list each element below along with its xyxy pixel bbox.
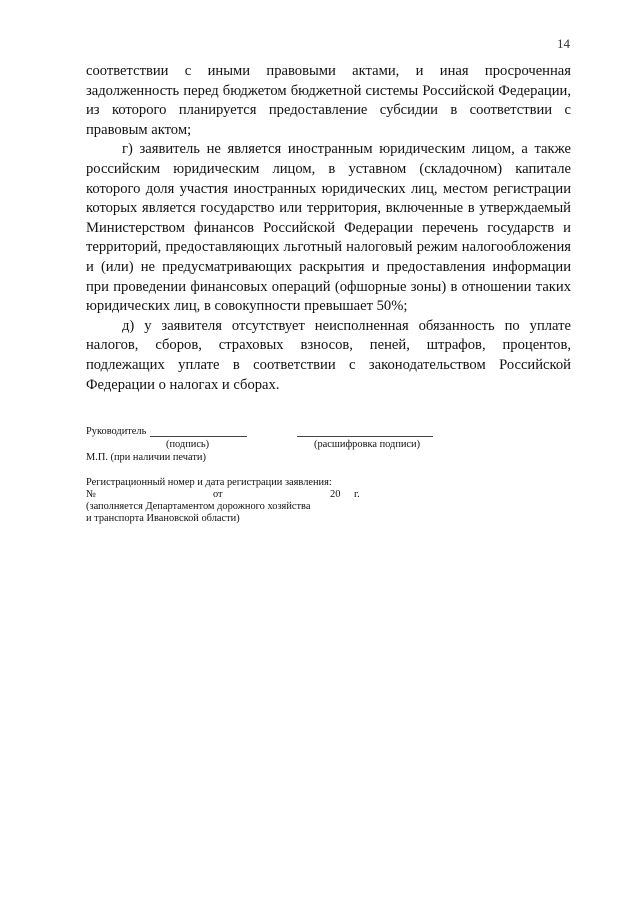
paragraph-g: г) заявитель не является иностранным юридическим лицом, а также российским юридическим лицом, в уставном (складочном) капитале которого доля участия иностранных юридических лиц, местом регистрации которых является государство или территория, включенные в утверждаемый Министерством финансов Российской Федерации перечень государств и территорий, предоставляющих льготный налоговый режим налогообложения и (или) не предусматривающих раскрытия и предоставления информации при проведении финансовых операций (офшорные зоны) в отношении таких юридических лиц, в совокупности превышает 50%; bbox=[86, 141, 571, 315]
transcript-line bbox=[297, 436, 433, 437]
registration-title: Регистрационный номер и дата регистрации заявления: bbox=[86, 477, 332, 488]
document-body bbox=[86, 62, 571, 395]
paragraph-continuation: соответствии с иными правовыми актами, и иная просроченная задолженность перед бюджетом бюджетной системы Российской Федерации, из которого планируется предоставление субсидии в соответствии с правовым актом; bbox=[86, 63, 571, 138]
signature-line bbox=[150, 436, 247, 437]
registration-note-line1: (заполняется Департаментом дорожного хозяйства bbox=[86, 501, 311, 512]
registration-year-suffix: г. bbox=[354, 489, 360, 500]
head-label: Руководитель bbox=[86, 426, 147, 437]
transcript-caption: (расшифровка подписи) bbox=[314, 439, 421, 450]
registration-year-prefix: 20 bbox=[330, 489, 341, 500]
stamp-note: М.П. (при наличии печати) bbox=[86, 452, 206, 463]
registration-number-label: № bbox=[86, 489, 96, 500]
registration-note-line2: и транспорта Ивановской области) bbox=[86, 513, 240, 524]
signature-caption: (подпись) bbox=[166, 439, 210, 450]
paragraph-d: д) у заявителя отсутствует неисполненная обязанность по уплате налогов, сборов, страховых взносов, пеней, штрафов, процентов, подлежащих уплате в соответствии с законодательством Российской Федерации о налогах и сборах. bbox=[86, 317, 571, 393]
page-number: 14 bbox=[557, 36, 570, 51]
registration-from-label: от bbox=[213, 489, 223, 500]
